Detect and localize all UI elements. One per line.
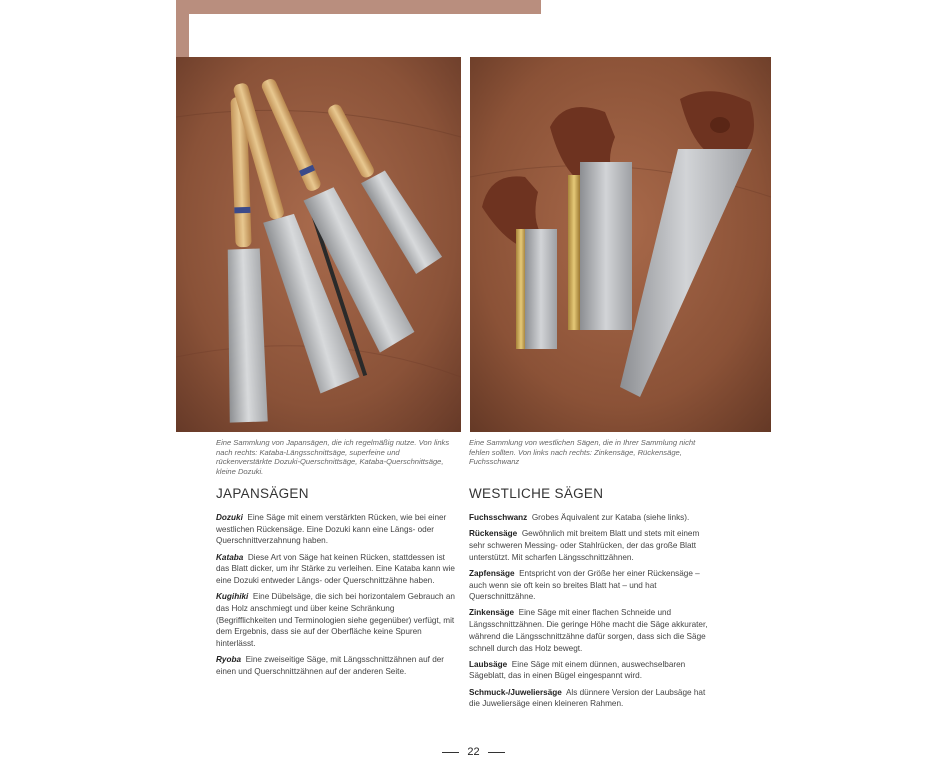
definition-zapfensaege: Entspricht von der Größe her einer Rückensäge – auch wenn sie oft kein so breites Blatt hat – und hat Querschnittzähne.: [469, 568, 700, 602]
definition-kataba: Diese Art von Säge hat keinen Rücken, stattdessen ist das Blatt dicker, um ihr Stärke zu verleihen. Eine Kataba kann wie eine Dozuki entweder Längs- oder Querschnittzähne haben.: [216, 552, 455, 586]
entry-fuchsschwanz: [469, 512, 714, 524]
term-rueckensaege: Rückensäge: [469, 529, 518, 539]
term-kugihiki: Kugihiki: [216, 592, 249, 602]
japanese-saws-list: [216, 512, 456, 682]
definition-dozuki: Eine Säge mit einem verstärkten Rücken, wie bei einer westlichen Rückensäge. Eine Dozuki kann eine Längs- oder Querschnittverzahnung haben.: [216, 513, 447, 546]
western-saws-list: [469, 512, 714, 715]
section-title-westliche-saegen: WESTLICHE SÄGEN: [469, 486, 604, 501]
page-number: 22: [467, 746, 480, 758]
definition-kugihiki: Eine Dübelsäge, die sich bei horizontalem Gebrauch an das Holz anschmiegt und über keine Schränkung (Begrifflichkeiten und Terminologien siehe gegenüber) verfügt, mit dem Ergebnis, dass sie auf der Oberfläche keine Spuren hinterlässt.: [216, 592, 455, 649]
japanese-saws-photo: [176, 57, 461, 432]
caption-japanese-saws: Eine Sammlung von Japansägen, die ich regelmäßig nutze. Von links nach rechts: Kataba-Längsschnittsäge, superfeine und rückenverstärkte Dozuki-Querschnittsäge, Kataba-Querschnittsäge, kleine Dozuki.: [216, 438, 450, 476]
definition-ryoba: Eine zweiseitige Säge, mit Längsschnittzähnen auf der einen und Querschnittzähnen auf der anderen Seite.: [216, 655, 445, 676]
term-zinkensaege: Zinkensäge: [469, 608, 515, 618]
definition-fuchsschwanz: Grobes Äquivalent zur Kataba (siehe links).: [531, 513, 690, 522]
decorative-bar-horizontal: [176, 0, 541, 14]
entry-kugihiki: [216, 591, 456, 650]
term-laubsaege: Laubsäge: [469, 659, 508, 669]
definition-zinkensaege: Eine Säge mit einer flachen Schneide und Längsschnittzähnen. Die geringe Höhe macht die Säge akkurater, während die Längsschnittzähne dafür sorgen, dass sich die Säge schnell durch das Holz bewegt.: [469, 608, 708, 653]
entry-laubsaege: [469, 659, 714, 682]
definition-rueckensaege: Gewöhnlich mit breitem Blatt und stets mit einem sehr schweren Messing- oder Stahlrücken, der das große Blatt unterstützt. Mit scharfen Längsschnittzähnen.: [469, 529, 700, 562]
term-fuchsschwanz: Fuchsschwanz: [469, 513, 528, 522]
caption-western-saws: Eine Sammlung von westlichen Sägen, die in Ihrer Sammlung nicht fehlen sollten. Von links nach rechts: Zinkensäge, Rückensäge, Fuchsschwanz: [469, 438, 696, 467]
entry-zinkensaege: [469, 607, 714, 654]
entry-juweliersaege: [469, 687, 714, 710]
western-saws-photo: [470, 57, 771, 432]
footer-rule-right: [488, 752, 505, 753]
term-juweliersaege: Schmuck-/Juweliersäge: [469, 687, 562, 697]
term-zapfensaege: Zapfensäge: [469, 568, 515, 578]
entry-rueckensaege: [469, 528, 714, 563]
definition-laubsaege: Eine Säge mit einem dünnen, auswechselbaren Sägeblatt, das in einen Bügel eingespannt wird.: [469, 659, 686, 681]
entry-dozuki: [216, 512, 456, 547]
term-kataba: Kataba: [216, 552, 244, 562]
entry-kataba: [216, 552, 456, 587]
entry-ryoba: [216, 654, 456, 677]
term-dozuki: Dozuki: [216, 513, 243, 522]
term-ryoba: Ryoba: [216, 655, 242, 665]
section-title-japansaegen: JAPANSÄGEN: [216, 486, 309, 501]
entry-zapfensaege: [469, 568, 714, 603]
definition-juweliersaege: Als dünnere Version der Laubsäge hat die Juweliersäge einen kleineren Rahmen.: [469, 687, 706, 709]
footer-rule-left: [442, 752, 459, 753]
